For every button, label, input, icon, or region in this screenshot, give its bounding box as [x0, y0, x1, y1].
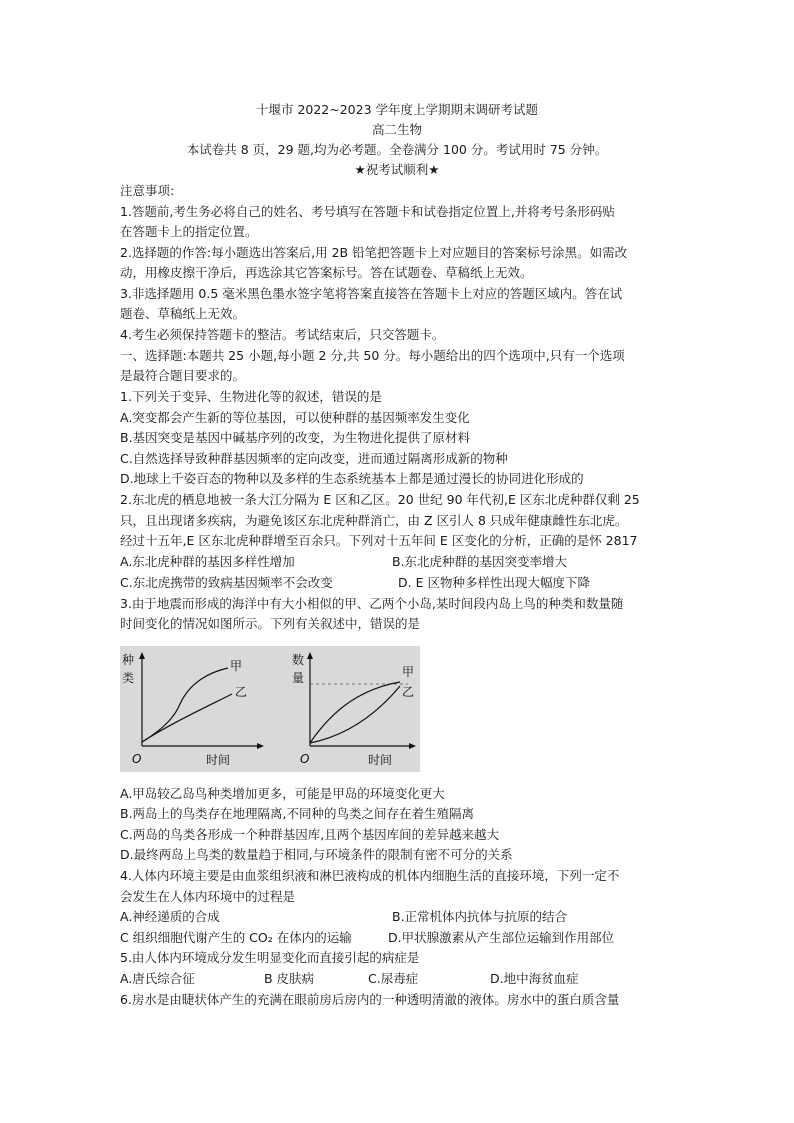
quantity-origin: O [300, 752, 310, 766]
exam-subject: 高二生物 [371, 122, 422, 137]
section1-line2: 是最符合题目要求的。 [120, 368, 246, 383]
exam-wish: ★祝考试顺利★ [354, 162, 440, 177]
quantity-graph [292, 652, 416, 767]
q5-stem: 5.由人体内环境成分发生明显变化而直接引起的病症是 [120, 950, 420, 965]
q4-option-a: A.神经递质的合成 [120, 909, 220, 924]
curve-jia-quantity [310, 682, 400, 743]
q2-option-c: C.东北虎携带的致病基因频率不会改变 [120, 575, 333, 590]
q2-option-b: B.东北虎种群的基因突变率增大 [392, 554, 568, 569]
q2-stem-line3: 经过十五年,E 区东北虎种群增至百余只。下列对十五年间 E 区变化的分析，正确的是怀 2817 [120, 533, 638, 548]
q3-stem-line2: 时间变化的情况如图所示。下列有关叙述中，错误的是 [120, 616, 421, 631]
q4-option-d: D.甲状腺激素从产生部位运输到作用部位 [388, 930, 615, 945]
notes-heading: 注意事项: [120, 183, 175, 198]
q3-option-a: A.甲岛较乙岛鸟种类增加更多，可能是甲岛的环境变化更大 [120, 786, 445, 801]
quantity-ylabel-2: 量 [292, 671, 305, 685]
q1-stem: 1.下列关于变异、生物进化等的叙述，错误的是 [120, 389, 382, 404]
species-label-jia: 甲 [230, 659, 243, 673]
curve-yi-quantity [310, 686, 400, 743]
q3-option-b: B.两岛上的鸟类存在地理隔离,不同种的鸟类之间存在着生殖隔离 [120, 806, 475, 821]
exam-title: 十堰市 2022~2023 学年度上学期期末调研考试题 [255, 102, 539, 117]
q4-stem-line2: 会发生在人体内环境中的过程是 [120, 889, 296, 904]
species-ylabel-2: 类 [122, 671, 135, 685]
q4-option-b: B.正常机体内抗体与抗原的结合 [392, 909, 568, 924]
curve-jia [142, 668, 228, 742]
note-2-line1: 2.选择题的作答:每小题选出答案后,用 2B 铅笔把答题卡上对应题目的答案标号涂黑。如需改 [120, 245, 628, 260]
exam-info: 本试卷共 8 页，29 题,均为必考题。全卷满分 100 分。考试用时 75 分钟。 [186, 142, 608, 157]
q1-option-a: A.突变都会产生新的等位基因，可以使种群的基因频率发生变化 [120, 410, 470, 425]
note-1-line2: 在答题卡上的指定位置。 [120, 224, 258, 239]
note-3-line1: 3.非选择题用 0.5 毫米黑色墨水签字笔将答案直接答在答题卡上对应的答题区域内。答在试 [120, 286, 623, 301]
species-label-yi: 乙 [235, 685, 248, 699]
species-graph [122, 652, 264, 767]
q5-option-b: B 皮肤病 [264, 971, 315, 986]
quantity-ylabel-1: 数 [292, 653, 305, 667]
note-2-line2: 动，用橡皮擦干净后，再选涂其它答案标号。答在试题卷、草稿纸上无效。 [120, 265, 533, 280]
species-origin: O [132, 752, 142, 766]
q1-option-b: B.基因突变是基因中碱基序列的改变，为生物进化提供了原材料 [120, 430, 471, 445]
q5-option-c: C.尿毒症 [368, 971, 419, 986]
note-1-line1: 1.答题前,考生务必将自己的姓名、考号填写在答题卡和试卷指定位置上,并将考号条形码贴 [120, 204, 615, 219]
q3-stem-line1: 3.由于地震而形成的海洋中有大小相似的甲、乙两个小岛,某时间段内岛上鸟的种类和数量随 [120, 596, 624, 611]
q3-option-c: C.两岛的鸟类各形成一个种群基因库,且两个基因库间的差异越来越大 [120, 827, 500, 842]
section1-line1: 一、选择题:本题共 25 小题,每小题 2 分,共 50 分。每小题给出的四个选项中,只有一个选项 [120, 348, 625, 363]
q4-option-c: C 组织细胞代谢产生的 CO₂ 在体内的运输 [120, 930, 352, 945]
quantity-label-jia: 甲 [402, 665, 415, 679]
q2-option-a: A.东北虎种群的基因多样性增加 [120, 554, 295, 569]
quantity-xlabel: 时间 [368, 753, 393, 767]
curve-yi [142, 694, 232, 742]
note-4: 4.考生必须保持答题卡的整洁。考试结束后，只交答题卡。 [120, 327, 445, 342]
q4-stem-line1: 4.人体内环境主要是由血浆组织液和淋巴液构成的机体内细胞生活的直接环境，下列一定不 [120, 868, 620, 883]
note-3-line2: 题卷、草稿纸上无效。 [120, 306, 246, 321]
q3-figure [120, 646, 420, 772]
q3-option-d: D.最终两岛上鸟类的数量趋于相同,与环境条件的限制有密不可分的关系 [120, 847, 513, 862]
quantity-label-yi: 乙 [402, 685, 415, 699]
q2-option-d: D. E 区物种多样性出现大幅度下降 [398, 575, 590, 590]
species-xlabel: 时间 [206, 753, 231, 767]
q5-option-a: A.唐氏综合征 [120, 971, 195, 986]
q2-stem-line1: 2.东北虎的栖息地被一条大江分隔为 E 区和乙区。20 世纪 90 年代初,E 区东北虎种群仅剩 25 [120, 492, 640, 507]
q1-option-d: D.地球上千姿百态的物种以及多样的生态系统基本上都是通过漫长的协同进化形成的 [120, 471, 584, 486]
q6-stem: 6.房水是由睫状体产生的充满在眼前房后房内的一种透明清澈的液体。房水中的蛋白质含量 [120, 992, 620, 1007]
q2-stem-line2: 只，且出现诸多疾病，为避免该区东北虎种群消亡，由 Z 区引人 8 只成年健康雌性东北虎。 [120, 513, 628, 528]
species-ylabel-1: 种 [122, 653, 135, 667]
q5-option-d: D.地中海贫血症 [490, 971, 579, 986]
q1-option-c: C.自然选择导致种群基因频率的定向改变，进而通过隔离形成新的物种 [120, 451, 508, 466]
